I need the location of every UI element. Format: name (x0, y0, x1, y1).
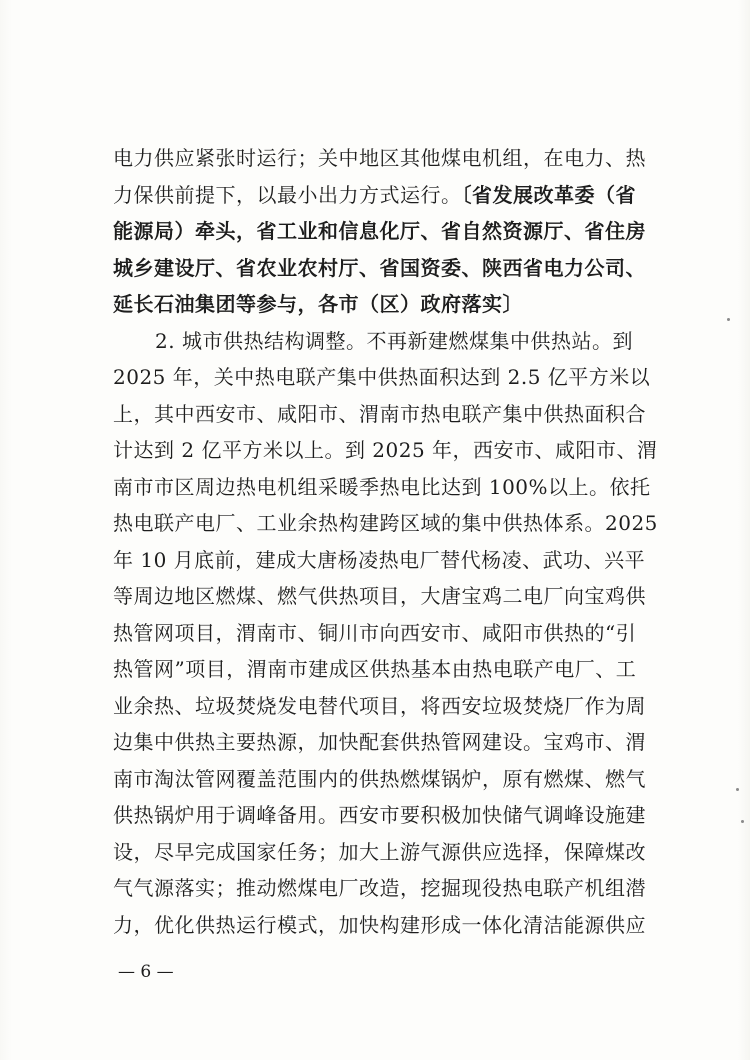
text-line: 南市市区周边热电机组采暖季热电比达到 100%以上。依托 (113, 474, 651, 499)
paragraph-2-line-1 (113, 323, 673, 360)
paragraph-2-line (113, 907, 673, 944)
text-line: 计达到 2 亿平方米以上。到 2025 年，西安市、咸阳市、渭 (113, 438, 658, 462)
paragraph-1-line-5 (113, 286, 673, 323)
paragraph-2-line (113, 834, 673, 871)
paragraph-1-line-4 (113, 250, 673, 287)
text-line: 力保供前提下，以最小出力方式运行。 (113, 182, 462, 207)
text-line: 上，其中西安市、咸阳市、渭南市热电联产集中供热面积合 (113, 401, 646, 426)
page-number: — 6 — (118, 962, 174, 982)
paragraph-2-line (113, 505, 673, 542)
section-heading: 2. 城市供热结构调整。 (155, 328, 367, 353)
paragraph-1-line-1 (113, 140, 673, 177)
text-line: 2025 年，关中热电联产集中供热面积达到 2.5 亿平方米以 (113, 365, 651, 389)
paragraph-2-line (113, 797, 673, 834)
text-line: 力，优化供热运行模式，加快构建形成一体化清洁能源供应 (113, 912, 646, 937)
paragraph-2-line (113, 542, 673, 579)
text-line: 供热锅炉用于调峰备用。西安市要积极加快储气调峰设施建 (113, 803, 646, 827)
responsibility-note-start: 〔省发展改革委（省 (461, 182, 636, 207)
text-line: 设，尽早完成国家任务；加大上游气源供应选择，保障煤改 (113, 839, 646, 864)
scan-speck (741, 820, 744, 823)
text-line: 南市淘汰管网覆盖范围内的供热燃煤锅炉，原有燃煤、燃气 (113, 766, 646, 791)
text-line: 边集中供热主要热源，加快配套供热管网建设。宝鸡市、渭 (113, 730, 646, 754)
paragraph-2-lines (113, 359, 673, 943)
scan-speck (727, 318, 730, 321)
text-line: 业余热、垃圾焚烧发电替代项目，将西安垃圾焚烧厂作为周 (113, 693, 646, 718)
text-line: 热管网”项目，渭南市建成区供热基本由热电联产电厂、工 (113, 657, 637, 681)
document-body (113, 140, 673, 943)
paragraph-2-line (113, 396, 673, 433)
paragraph-2-line (113, 870, 673, 907)
text-line: 热管网项目，渭南市、铜川市向西安市、咸阳市供热的“引 (113, 620, 637, 645)
paragraph-2-line (113, 688, 673, 725)
text-line: 年 10 月底前，建成大唐杨凌热电厂替代杨凌、武功、兴平 (113, 547, 646, 572)
text-line: 等周边地区燃煤、燃气供热项目，大唐宝鸡二电厂向宝鸡供 (113, 584, 646, 608)
paragraph-2-line (113, 724, 673, 761)
paragraph-2-line (113, 432, 673, 469)
paragraph-2-line (113, 761, 673, 798)
paragraph-2-line (113, 359, 673, 396)
paragraph-2-line (113, 469, 673, 506)
paragraph-1-line-2 (113, 177, 673, 214)
paragraph-2-line (113, 578, 673, 615)
text-line: 热电联产电厂、工业余热构建跨区域的集中供热体系。2025 (113, 511, 658, 535)
text-line: 不再新建燃煤集中供热站。到 (366, 328, 633, 353)
text-line: 气气源落实；推动燃煤电厂改造，挖掘现役热电联产机组潜 (113, 876, 646, 900)
text-line: 电力供应紧张时运行；关中地区其他煤电机组，在电力、热 (113, 146, 646, 170)
responsibility-note: 能源局）牵头，省工业和信息化厅、省自然资源厅、省住房 (113, 219, 646, 243)
paragraph-2-line (113, 615, 673, 652)
responsibility-note-end: 延长石油集团等参与，各市（区）政府落实〕 (113, 292, 523, 316)
responsibility-note: 城乡建设厅、省农业农村厅、省国资委、陕西省电力公司、 (113, 255, 646, 280)
paragraph-2-line (113, 651, 673, 688)
scan-speck (736, 788, 739, 791)
paragraph-1-line-3 (113, 213, 673, 250)
